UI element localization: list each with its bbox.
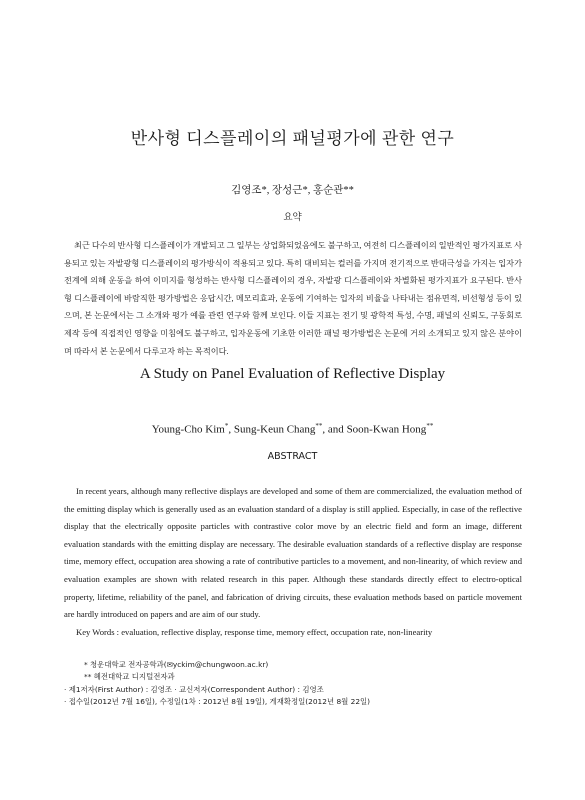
author-conjunction: , and — [322, 423, 347, 436]
footnotes — [64, 659, 524, 709]
footnote-affiliation-1: * 청운대학교 전자공학과(✉yckim@chungwoon.ac.kr) — [84, 660, 269, 669]
english-abstract-heading: ABSTRACT — [267, 451, 318, 462]
footnote-dates: · 접수일(2012년 7월 16일), 수정일(1차 : 2012년 8월 19일), 게재확정일(2012년 8월 22일) — [64, 697, 371, 707]
footnote-affiliation-2: ** 혜전대학교 디지털전자과 — [84, 672, 175, 682]
author-separator: , — [228, 423, 234, 436]
english-title: A Study on Panel Evaluation of Reflective Display — [139, 366, 446, 382]
korean-authors: 김영조*, 장성근*, 홍순관** — [231, 185, 354, 196]
keywords: Key Words : evaluation, reflective display, response time, memory effect, occupation rate, non-linearity — [76, 627, 433, 637]
author-name: Sung-Keun Chang — [233, 423, 316, 436]
korean-abstract-heading: 요약 — [283, 213, 302, 223]
affiliation-mark: ** — [315, 422, 323, 430]
affiliation-mark: * — [224, 422, 229, 430]
english-abstract: In recent years, although many reflective displays are developed and some of them are commercialized, the evaluation method of the emitting display which is generally used as an evaluation standard of a display is still applied. Especially, in case of the reflective display that the electrically opposite particles with contrastive color move by an electric field and form an image, different evaluation standards with the emitting display are necessary. The desirable evaluation standards of a reflective display are response time, memory effect, occupation area showing a rate of contributive particles to a movement, and non-linearity, of which review and evaluation examples are shown with related research in this paper. Although these standards directly effect to electro-optical property, lifetime, reliability of the panel, and fabrication of driving circuits, these evaluation methods based on particle movement are hardly introduced on papers and are aim of our study. — [64, 486, 522, 620]
korean-title: 반사형 디스플레이의 패널평가에 관한 연구 — [130, 129, 455, 148]
footnote-authors: · 제1저자(First Author) : 김영조 · 교신저자(Correspondent Author) : 김영조 — [64, 684, 324, 694]
korean-abstract: 최근 다수의 반사형 디스플레이가 개발되고 그 일부는 상업화되었음에도 불구하고, 여전히 디스플레이의 일반적인 평가지표로 사용되고 있는 자발광형 디스플레이의 평가방식이 적용되고 있다. 특히 대비되는 컬러를 가지며 전기적으로 반대극성을 가지는 입자가 전계에 의해 운동을 하여 이미지를 형성하는 반사형 디스플레이의 경우, 자발광 디스플레이와 차별화된 평가지표가 요구된다. 반사형 디스플레이에 바람직한 평가방법은 응답시간, 메모리효과, 운동에 기여하는 입자의 비율을 나타내는 점유면적, 비선형성 등이 있으며, 본 논문에서는 그 소개와 평가 예를 관련 연구와 함께 보인다. 이들 지표는 전기 및 광학적 특성, 수명, 패널의 신뢰도, 구동회로 제작 등에 직접적인 영향을 미침에도 불구하고, 입자운동에 기초한 이러한 패널 평가방법은 논문에 거의 소개되고 있지 않은 분야이며 따라서 본 논문에서 다루고자 하는 목적이다. — [64, 241, 522, 356]
author-name: Soon-Kwan Hong — [346, 423, 427, 436]
english-authors — [0, 422, 585, 436]
affiliation-mark: ** — [426, 422, 434, 430]
author-name: Young-Cho Kim — [151, 423, 225, 436]
